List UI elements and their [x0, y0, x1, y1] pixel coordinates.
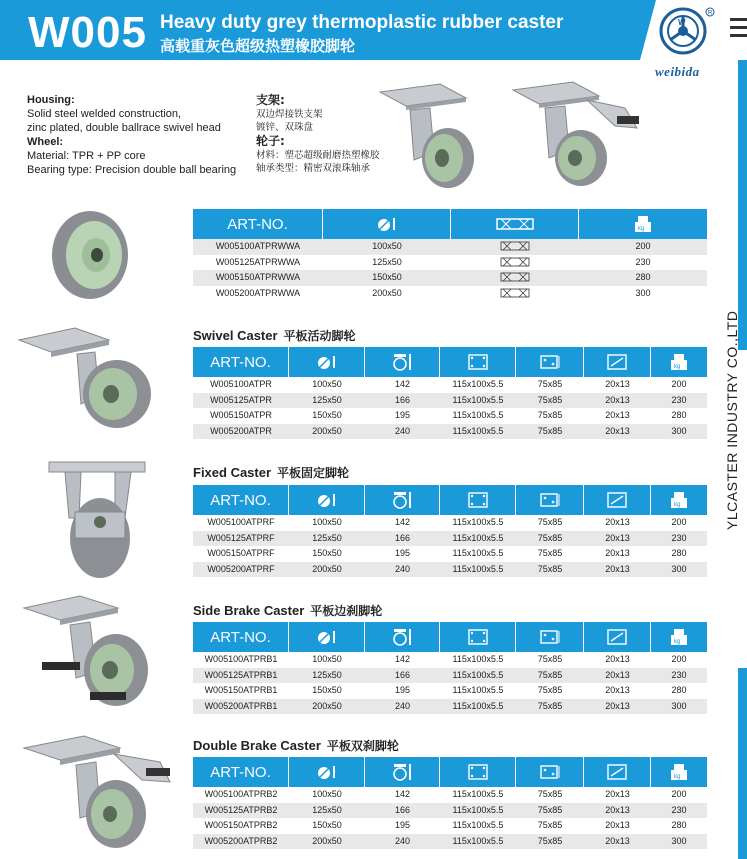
art-no-header: ART-NO.	[193, 347, 289, 377]
load-cell: 280	[671, 548, 687, 558]
table-row	[193, 255, 707, 271]
load-cell: 300	[671, 700, 687, 711]
svg-text:kg: kg	[674, 639, 681, 645]
art-no-cell: W005150ATPR	[210, 410, 272, 420]
side-accent-strip-bottom	[738, 668, 747, 859]
height-cell: 142	[394, 517, 411, 527]
wheel-size-cell: 100x50	[312, 517, 342, 527]
table-header	[193, 757, 707, 787]
art-no-header: ART-NO.	[193, 209, 323, 239]
frame-line-1-cn: 双边焊接铁支架	[256, 109, 323, 120]
wheel-size-cell: 200x50	[372, 287, 402, 298]
top-plate-icon	[440, 757, 516, 787]
art-no-cell: W005125ATPRB1	[204, 669, 278, 680]
bolt-cell: 20x13	[605, 394, 630, 405]
height-cell: 240	[394, 563, 411, 574]
bolt-cell: 20x13	[605, 563, 630, 574]
art-no-cell: W005150ATPRB2	[204, 820, 278, 830]
art-no-cell: W005200ATPR	[210, 425, 272, 436]
swivel-caster-image	[15, 322, 155, 432]
height-cell: 142	[394, 654, 411, 664]
section-title-side-brake	[193, 602, 382, 619]
table-row	[193, 393, 707, 409]
wheel-image	[40, 205, 140, 305]
hole-spacing-cell: 75x85	[537, 425, 563, 436]
hole-spacing-cell: 75x85	[537, 548, 563, 558]
hole-spacing-cell: 75x85	[537, 804, 563, 815]
caster-height-icon	[365, 757, 440, 787]
table-row	[193, 239, 707, 255]
table-row	[193, 531, 707, 547]
height-cell: 240	[394, 425, 411, 436]
caster-height-icon	[365, 347, 440, 377]
height-cell: 240	[394, 835, 411, 846]
plate-size-cell: 115x100x5.5	[452, 700, 504, 711]
wheel-diameter-icon	[289, 347, 365, 377]
double-brake-caster-table	[193, 757, 707, 849]
art-no-cell: W005150ATPRF	[207, 548, 275, 558]
height-cell: 142	[394, 789, 411, 799]
wheel-size-cell: 100x50	[312, 789, 342, 799]
housing-line-1: Solid steel welded construction,	[27, 108, 182, 120]
load-cell: 230	[671, 669, 687, 680]
load-cell: 280	[635, 272, 651, 282]
wheel-diameter-icon	[323, 209, 451, 239]
art-no-cell: W005100ATPRWWA	[215, 241, 301, 251]
wheel-label-cn: 轮子:	[256, 134, 285, 148]
load-capacity-kg-icon	[579, 209, 707, 239]
bolt-size-icon	[584, 622, 651, 652]
caster-height-icon	[365, 622, 440, 652]
frame-label-cn: 支架:	[256, 93, 285, 107]
spec-chinese	[256, 93, 380, 175]
table-header	[193, 209, 707, 239]
load-capacity-kg-icon	[651, 757, 707, 787]
hole-spacing-cell: 75x85	[537, 685, 563, 695]
swivel-caster-hero-image	[370, 80, 500, 190]
svg-text:kg: kg	[674, 364, 681, 370]
art-no-cell: W005200ATPRB1	[204, 700, 278, 711]
section-title-double-brake	[193, 737, 399, 754]
side-brake-caster-image	[20, 592, 155, 712]
header-band-tail	[640, 0, 656, 60]
height-cell: 166	[394, 394, 411, 405]
bolt-size-icon	[584, 757, 651, 787]
svg-text:kg: kg	[674, 774, 681, 780]
hole-spacing-cell: 75x85	[537, 563, 563, 574]
bearing-line: Bearing type: Precision double ball bearing	[27, 164, 237, 176]
wheel-diameter-icon	[289, 622, 365, 652]
wheel-size-cell: 150x50	[312, 685, 342, 695]
load-cell: 300	[635, 287, 651, 298]
height-cell: 195	[394, 548, 411, 558]
hole-spacing-cell: 75x85	[537, 379, 563, 389]
wheel-size-cell: 200x50	[312, 425, 342, 436]
load-cell: 280	[671, 685, 687, 695]
bolt-hole-spacing-icon	[516, 757, 584, 787]
art-no-cell: W005100ATPRB1	[204, 654, 278, 664]
plate-size-cell: 115x100x5.5	[452, 548, 504, 558]
plate-size-cell: 115x100x5.5	[452, 654, 504, 664]
material-line-cn: 材料：塑芯超级耐磨热塑橡胶	[256, 150, 380, 161]
height-cell: 195	[394, 410, 411, 420]
section-title-swivel	[193, 327, 356, 344]
table-row	[193, 408, 707, 424]
axle-bore-icon	[451, 209, 579, 239]
svg-text:kg: kg	[638, 226, 645, 232]
plate-size-cell: 115x100x5.5	[452, 563, 504, 574]
svg-text:W: W	[678, 18, 686, 27]
fixed-caster-image	[45, 458, 155, 583]
brand-logo-text: weibida	[655, 64, 700, 79]
plate-size-cell: 115x100x5.5	[452, 820, 504, 830]
plate-size-cell: 115x100x5.5	[452, 394, 504, 405]
title-english: Heavy duty grey thermoplastic rubber caster	[160, 12, 564, 33]
section-title-en: Fixed Caster	[193, 465, 272, 480]
plate-size-cell: 115x100x5.5	[452, 517, 504, 527]
height-cell: 195	[394, 820, 411, 830]
wheel-size-cell: 125x50	[312, 804, 342, 815]
height-cell: 240	[394, 700, 411, 711]
load-cell: 230	[635, 256, 651, 267]
load-capacity-kg-icon	[651, 347, 707, 377]
load-cell: 230	[671, 394, 687, 405]
title-chinese: 高载重灰色超级热塑橡胶脚轮	[160, 37, 356, 55]
double-brake-caster-image	[20, 732, 175, 852]
art-no-cell: W005100ATPR	[210, 379, 272, 389]
load-cell: 200	[671, 379, 687, 389]
side-accent-strip-top	[738, 60, 747, 350]
wheel-size-cell: 100x50	[312, 379, 342, 389]
bolt-cell: 20x13	[605, 654, 630, 664]
company-name-vertical: YLCASTER INDUSTRY CO.,LTD	[724, 310, 740, 530]
art-no-cell: W005125ATPRF	[207, 532, 275, 543]
art-no-cell: W005125ATPRB2	[204, 804, 278, 815]
hole-spacing-cell: 75x85	[537, 394, 563, 405]
table-header	[193, 347, 707, 377]
bolt-hole-spacing-icon	[516, 485, 584, 515]
bolt-cell: 20x13	[605, 669, 630, 680]
section-title-fixed	[193, 464, 349, 481]
art-no-cell: W005125ATPRWWA	[215, 256, 301, 267]
art-no-cell: W005100ATPRF	[207, 517, 275, 527]
bolt-hole-spacing-icon	[516, 347, 584, 377]
bolt-size-icon	[584, 485, 651, 515]
table-row	[193, 787, 707, 803]
menu-icon[interactable]	[730, 18, 747, 48]
load-cell: 300	[671, 425, 687, 436]
height-cell: 166	[394, 804, 411, 815]
wheel-size-cell: 150x50	[372, 272, 402, 282]
bearing-line-cn: 轴承类型：精密双滚珠轴承	[256, 163, 371, 174]
art-no-header: ART-NO.	[193, 622, 289, 652]
section-title-en: Double Brake Caster	[193, 738, 321, 753]
hole-spacing-cell: 75x85	[537, 789, 563, 799]
bolt-cell: 20x13	[605, 379, 630, 389]
bolt-cell: 20x13	[605, 410, 630, 420]
art-no-header: ART-NO.	[193, 485, 289, 515]
section-title-cn: 平板双刹脚轮	[326, 739, 399, 753]
bolt-cell: 20x13	[605, 517, 630, 527]
plate-size-cell: 115x100x5.5	[452, 685, 504, 695]
table-row	[193, 270, 707, 286]
hole-spacing-cell: 75x85	[537, 835, 563, 846]
svg-text:kg: kg	[674, 502, 681, 508]
section-title-en: Side Brake Caster	[193, 603, 305, 618]
load-cell: 280	[671, 410, 687, 420]
side-brake-caster-table	[193, 622, 707, 714]
wheel-diameter-icon	[289, 757, 365, 787]
wheel-size-cell: 125x50	[312, 532, 342, 543]
brake-caster-hero-image	[505, 78, 645, 188]
art-no-cell: W005150ATPRB1	[204, 685, 278, 695]
fixed-caster-table	[193, 485, 707, 577]
bolt-cell: 20x13	[605, 789, 630, 799]
plate-size-cell: 115x100x5.5	[452, 804, 504, 815]
axle-bore-icon	[500, 257, 530, 267]
height-cell: 195	[394, 685, 411, 695]
swivel-caster-table	[193, 347, 707, 439]
art-no-cell: W005150ATPRWWA	[215, 272, 301, 282]
load-cell: 230	[671, 804, 687, 815]
bolt-cell: 20x13	[605, 548, 630, 558]
svg-text:R: R	[708, 10, 713, 17]
wheel-size-cell: 150x50	[312, 820, 342, 830]
table-row	[193, 699, 707, 715]
load-cell: 200	[671, 654, 687, 664]
top-plate-icon	[440, 485, 516, 515]
plate-size-cell: 115x100x5.5	[452, 410, 504, 420]
plate-size-cell: 115x100x5.5	[452, 835, 504, 846]
axle-bore-icon	[500, 272, 530, 282]
wheel-size-cell: 125x50	[372, 256, 402, 267]
housing-line-2: zinc plated, double ballrace swivel head	[27, 122, 221, 134]
table-header	[193, 485, 707, 515]
axle-bore-icon	[500, 241, 530, 251]
plate-size-cell: 115x100x5.5	[452, 669, 504, 680]
art-no-cell: W005100ATPRB2	[204, 789, 278, 799]
wheel-size-cell: 200x50	[312, 700, 342, 711]
table-row	[193, 286, 707, 302]
axle-bore-cell	[451, 286, 579, 302]
hole-spacing-cell: 75x85	[537, 532, 563, 543]
housing-label: Housing:	[27, 94, 75, 106]
table-row	[193, 515, 707, 531]
table-row	[193, 668, 707, 684]
caster-height-icon	[365, 485, 440, 515]
top-plate-icon	[440, 622, 516, 652]
wheel-size-cell: 125x50	[312, 669, 342, 680]
bolt-size-icon	[584, 347, 651, 377]
material-line: Material: TPR + PP core	[27, 150, 146, 162]
axle-bore-cell	[451, 255, 579, 271]
wheel-table-body	[193, 239, 707, 301]
hole-spacing-cell: 75x85	[537, 517, 563, 527]
wheel-spec-table	[193, 209, 707, 301]
wheel-size-cell: 125x50	[312, 394, 342, 405]
height-cell: 142	[394, 379, 411, 389]
table-row	[193, 803, 707, 819]
table-row	[193, 818, 707, 834]
table-row	[193, 546, 707, 562]
section-title-en: Swivel Caster	[193, 328, 278, 343]
hole-spacing-cell: 75x85	[537, 669, 563, 680]
weibida-logo-icon	[657, 6, 721, 56]
hole-spacing-cell: 75x85	[537, 820, 563, 830]
hole-spacing-cell: 75x85	[537, 654, 563, 664]
table-row	[193, 834, 707, 850]
wheel-size-cell: 200x50	[312, 835, 342, 846]
height-cell: 166	[394, 532, 411, 543]
hole-spacing-cell: 75x85	[537, 700, 563, 711]
bolt-cell: 20x13	[605, 425, 630, 436]
plate-size-cell: 115x100x5.5	[452, 425, 504, 436]
load-capacity-kg-icon	[651, 485, 707, 515]
height-cell: 166	[394, 669, 411, 680]
wheel-diameter-icon	[289, 485, 365, 515]
axle-bore-cell	[451, 270, 579, 286]
load-cell: 280	[671, 820, 687, 830]
plate-size-cell: 115x100x5.5	[452, 789, 504, 799]
section-title-cn: 平板活动脚轮	[283, 329, 356, 343]
bolt-cell: 20x13	[605, 820, 630, 830]
axle-bore-icon	[500, 288, 530, 298]
wheel-size-cell: 100x50	[372, 241, 402, 251]
plate-size-cell: 115x100x5.5	[452, 532, 504, 543]
art-no-cell: W005200ATPRB2	[204, 835, 278, 846]
table-row	[193, 424, 707, 440]
wheel-size-cell: 150x50	[312, 410, 342, 420]
load-cell: 200	[671, 789, 687, 799]
art-no-cell: W005200ATPRF	[207, 563, 275, 574]
hole-spacing-cell: 75x85	[537, 410, 563, 420]
spec-english	[27, 93, 236, 177]
wheel-size-cell: 100x50	[312, 654, 342, 664]
table-row	[193, 377, 707, 393]
table-header	[193, 622, 707, 652]
bolt-hole-spacing-icon	[516, 622, 584, 652]
art-no-cell: W005125ATPR	[210, 394, 272, 405]
table-row	[193, 562, 707, 578]
art-no-header: ART-NO.	[193, 757, 289, 787]
load-cell: 300	[671, 835, 687, 846]
bolt-cell: 20x13	[605, 532, 630, 543]
load-cell: 200	[671, 517, 687, 527]
bolt-cell: 20x13	[605, 835, 630, 846]
table-row	[193, 683, 707, 699]
axle-bore-cell	[451, 239, 579, 255]
section-title-cn: 平板边刹脚轮	[310, 604, 383, 618]
table-row	[193, 652, 707, 668]
wheel-size-cell: 200x50	[312, 563, 342, 574]
plate-size-cell: 115x100x5.5	[452, 379, 504, 389]
bolt-cell: 20x13	[605, 685, 630, 695]
art-no-cell: W005200ATPRWWA	[215, 287, 301, 298]
bolt-cell: 20x13	[605, 804, 630, 815]
wheel-size-cell: 150x50	[312, 548, 342, 558]
model-number: W005	[28, 8, 147, 57]
load-capacity-kg-icon	[651, 622, 707, 652]
load-cell: 300	[671, 563, 687, 574]
wheel-label: Wheel:	[27, 136, 64, 148]
top-plate-icon	[440, 347, 516, 377]
load-cell: 230	[671, 532, 687, 543]
bolt-cell: 20x13	[605, 700, 630, 711]
frame-line-2-cn: 镀锌、双珠盘	[256, 122, 314, 133]
load-cell: 200	[635, 241, 651, 251]
section-title-cn: 平板固定脚轮	[277, 466, 350, 480]
